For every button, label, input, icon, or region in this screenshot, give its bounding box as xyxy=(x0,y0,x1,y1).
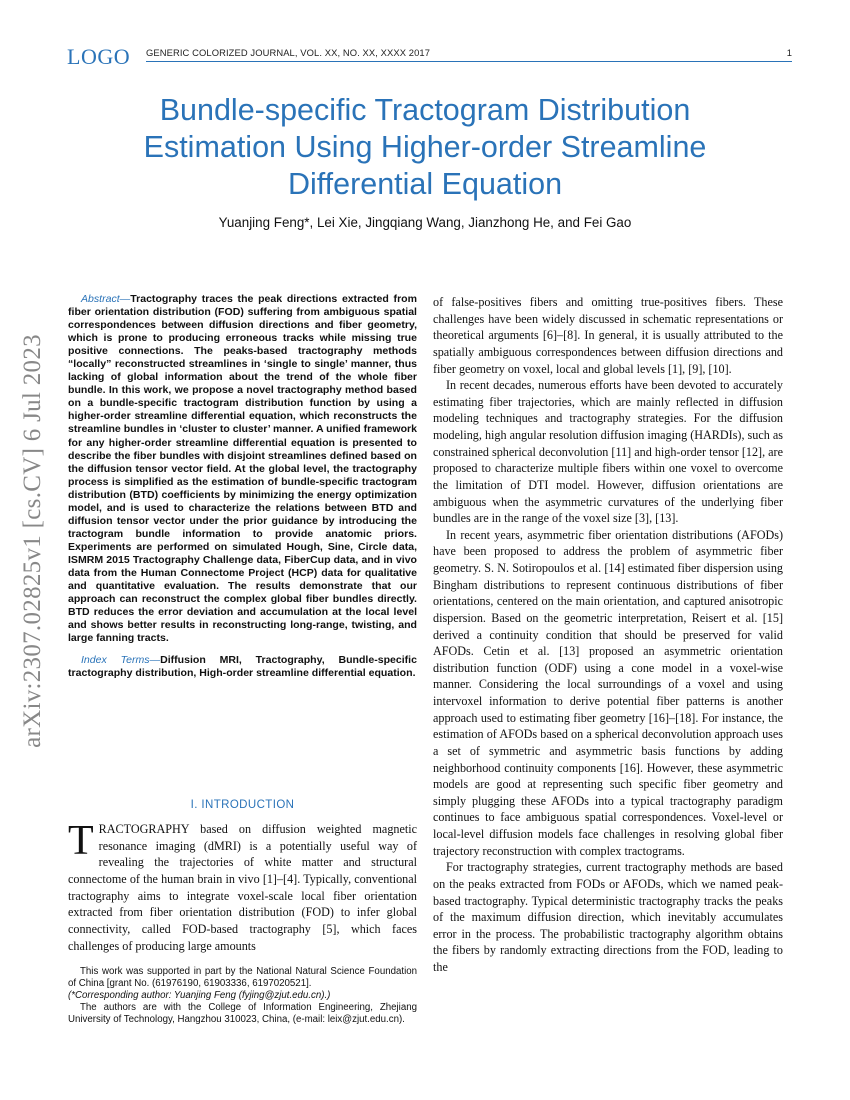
header-rule xyxy=(146,61,792,62)
abstract xyxy=(68,293,417,680)
right-column xyxy=(433,294,783,976)
index-terms-text: Diffusion MRI, Tractography, Bundle-specific tractography distribution, High-order streamline differential equation. xyxy=(68,654,417,680)
intro-paragraph: RACTOGRAPHY based on diffusion weighted magnetic resonance imaging (dMRI) is a potentially useful way of revealing the trajectories of white matter and structural connectome of the human brain in vivo [1]–[4]. Typically, conventional tractography aims to integrate voxel-scale local fiber orientation extracted from fiber orientation distribution (FOD) to infer global connectivity, called FOD-based tractography [5], which faces challenges of producing large amounts xyxy=(68,822,417,953)
arxiv-stamp xyxy=(17,310,49,772)
body-paragraph: In recent decades, numerous efforts have been devoted to accurately estimating fiber trajectories, which are mainly reflected in diffusion modeling techniques and tractography strategies. For the diffusion modeling, high angular resolution diffusion imaging (HARDIs), such as constrained spherical deconvolution [11] and high-order tensor [12], are proposed to characterize multiple fibers within one voxel to overcome the limitation of DTI model. However, diffusion orientations are ambiguous when the asymmetric curvatures of the underlying fiber bundles are in the range of the voxel size [3], [13]. xyxy=(433,378,783,526)
arxiv-stamp-text: arXiv:2307.02825v1 [cs.CV] 6 Jul 2023 xyxy=(19,334,46,748)
title-line: Estimation Using Higher-order Streamline xyxy=(143,130,707,164)
section-heading-introduction: I. INTRODUCTION xyxy=(190,799,295,811)
footnote-affiliation: The authors are with the College of Information Engineering, Zhejiang University of Technology, Hangzhou 310023, China, (e-mail: leix@zjut.edu.cn). xyxy=(68,1002,417,1026)
journal-logo: LOGO xyxy=(67,44,131,69)
title-line: Differential Equation xyxy=(287,167,563,201)
index-terms-label: Index Terms— xyxy=(81,654,161,667)
page-number: 1 xyxy=(786,47,792,58)
abstract-label: Abstract— xyxy=(81,293,131,305)
body-paragraph: of false-positives fibers and omitting true-positives fibers. These challenges have been widely discussed in schematic representations or theoretical arguments [6]–[8]. In general, it is usually attributed to the spatially ambiguous correspondences between diffusion directions and fiber geometry on voxel, local and global levels [1], [9], [10]. xyxy=(433,295,783,376)
abstract-text: Tractography traces the peak directions extracted from fiber orientation distribution (FOD) suffering from ambiguous spatial correspondences between diffusion directions and fiber geometry, which is prone to producing erroneous tracks while missing true positive connections. The peaks-based tractography methods “locally” reconstructed streamlines in ‘single to single’ manner, thus lacking of global information about the trend of the whole fiber bundle. In this work, we propose a novel tractography method based on a bundle-specific tractogram distribution function by using a higher-order streamline differential equation, which reconstructs the streamline bundles in ‘cluster to cluster’ manner. A unified framework for any higher-order streamline differential equation is presented to describe the fiber bundles with disjoint streamlines defined based on the diffusion tensor vector field. At the global level, the tractography process is simplified as the estimation of bundle-specific tractogram distribution (BTD) coefficients by minimizing the energy optimization model, and is used to characterize the relations between BTD and diffusion tensor vector under the prior guidance by introducing the tractogram bundle information to provide anatomic priors. Experiments are performed on simulated Hough, Sine, Circle data, ISMRM 2015 Tractography Challenge data, FiberCup data, and in vivo data from the Human Connectome Project (HCP) data for qualitative and quantitative evaluation. The results demonstrate that our approach can reconstruct the complex global fiber bundles directly. BTD reduces the error deviation and accumulation at the local level and shows better results in reconstructing long-range, twisting, and large fanning tracts. xyxy=(68,293,417,645)
footnotes xyxy=(68,966,417,1026)
body-paragraph: For tractography strategies, current tractography methods are based on the peaks extracted from FODs or AFODs, which we named peak-based tractography. Typical deterministic tractography tracks the peaks of the maximum diffusion direction, which inevitably accumulates error in the process. The probabilistic tractography algorithm obtains the fibers by randomly extracting directions from the FOD, leading to the xyxy=(433,860,783,974)
index-terms xyxy=(68,654,417,680)
introduction-text xyxy=(68,818,417,954)
author-list: Yuanjing Feng*, Lei Xie, Jingqiang Wang, Jianzhong He, and Fei Gao xyxy=(218,215,632,230)
paper-title xyxy=(70,92,780,203)
footnote-support: This work was supported in part by the National Natural Science Foundation of China [grant No. (61976190, 61903336, 6197020521]. xyxy=(68,966,417,990)
title-line: Bundle-specific Tractogram Distribution xyxy=(159,93,691,127)
footnote-corresponding: (*Corresponding author: Yuanjing Feng (fyjing@zjut.edu.cn).) xyxy=(68,990,331,1002)
drop-cap: T xyxy=(68,818,94,864)
body-paragraph: In recent years, asymmetric fiber orientation distributions (AFODs) have been proposed to address the problem of asymmetric fiber geometry. S. N. Sotiropoulos et al. [14] estimated fiber dispersion using Bingham distributions to represent continuous distributions of fiber orientations, centered on the main orientation, and captured anisotropic dispersion. Based on the geometric interpretation, Reisert et al. [15] derived a continuity condition that should be preserved for valid AFODs. Cetin et al. [13] proposed an asymmetric orientation distribution function (ODF) using a cone model in a voxel-wise manner. Considering the local surroundings of a voxel and using intervoxel information to derive potential fiber patterns is another approach used to estimating fiber geometry [16]–[18]. For instance, the estimation of AFODs based on a spherical deconvolution approach uses a set of symmetric and asymmetric basis functions by adding neighborhood continuity components [16]. However, these asymmetric models are good at representing such specific fiber geometry and simply plugging these AFODs into a typical tractography paradigm continues to face ambiguous spatial correspondences. Voxel-level or local-level diffusion models face challenges in resolving global fiber trajectory reconstruction with complex tractograms. xyxy=(433,527,783,858)
journal-header: GENERIC COLORIZED JOURNAL, VOL. XX, NO. XX, XXXX 2017 xyxy=(146,47,431,58)
abstract-paragraph xyxy=(68,293,417,645)
